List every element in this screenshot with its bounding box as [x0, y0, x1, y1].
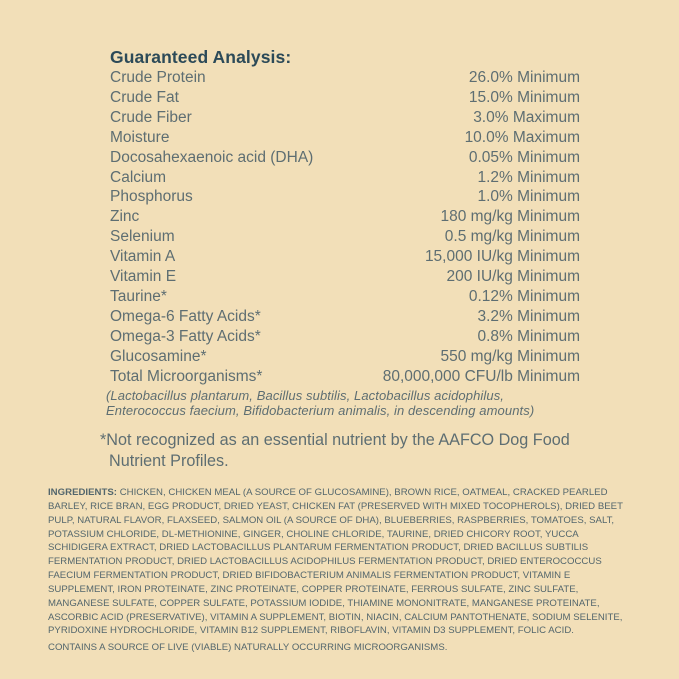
nutrient-row — [110, 267, 580, 287]
nutrient-name: Crude Fiber — [110, 108, 192, 126]
nutrient-name: Calcium — [110, 168, 166, 186]
nutrient-row — [110, 367, 580, 387]
nutrient-value: 1.2% Minimum — [477, 168, 580, 186]
nutrient-name: Crude Fat — [110, 88, 179, 106]
nutrient-row — [110, 168, 580, 188]
nutrient-row — [110, 207, 580, 227]
ingredients-label: INGREDIENTS: — [48, 487, 117, 498]
nutrient-value: 26.0% Minimum — [468, 69, 580, 86]
nutrient-value: 180 mg/kg Minimum — [440, 208, 580, 226]
nutrient-value: 550 mg/kg Minimum — [440, 347, 580, 365]
nutrient-value: 0.8% Minimum — [477, 327, 580, 345]
nutrient-row — [110, 88, 580, 108]
aafco-footnote: *Not recognized as an essential nutrient by the AAFCO Dog Food Nutrient Profiles. — [100, 430, 570, 470]
nutrient-value: 3.2% Minimum — [477, 307, 580, 325]
microorganisms-species-note: (Lactobacillus plantarum, Bacillus subtilis, Lactobacillus acidophilus, Enterococcus faecium, Bifidobacterium animalis, in descending amounts) — [106, 387, 535, 418]
nutrient-name: Taurine* — [110, 287, 167, 305]
nutrient-row — [110, 227, 580, 247]
nutrient-name: Omega-3 Fatty Acids* — [110, 327, 261, 345]
nutrient-value: 10.0% Maximum — [464, 128, 580, 146]
guaranteed-analysis-section — [100, 47, 580, 472]
ingredients-section — [48, 486, 636, 655]
nutrient-row — [110, 287, 580, 307]
nutrient-name: Vitamin A — [110, 248, 176, 266]
nutrient-value: 80,000,000 CFU/lb Minimum — [382, 367, 580, 385]
nutrient-row — [110, 347, 580, 367]
nutrient-name: Phosphorus — [110, 188, 193, 206]
nutrient-name: Selenium — [110, 228, 175, 246]
nutrient-name: Omega-6 Fatty Acids* — [110, 307, 261, 325]
guaranteed-analysis-table — [110, 68, 580, 387]
nutrient-row — [110, 327, 580, 347]
nutrient-row — [110, 307, 580, 327]
nutrient-name: Vitamin E — [110, 268, 177, 286]
nutrient-value: 3.0% Maximum — [473, 108, 580, 126]
nutrient-name: Glucosamine* — [110, 347, 207, 365]
nutrient-value: 15.0% Minimum — [468, 88, 580, 106]
nutrient-row — [110, 187, 580, 207]
nutrient-row — [110, 68, 580, 88]
nutrient-name: Docosahexaenoic acid (DHA) — [110, 148, 314, 166]
nutrient-row — [110, 108, 580, 128]
nutrient-row — [110, 247, 580, 267]
ingredients-paragraph — [48, 486, 636, 638]
ingredients-list: CHICKEN, CHICKEN MEAL (A SOURCE OF GLUCOSAMINE), BROWN RICE, OATMEAL, CRACKED PEARLED BARLEY, RICE BRAN, EGG PRODUCT, DRIED YEAST, CHICKEN FAT (PRESERVED WITH MIXED TOCOPHEROLS), DRIED BEET PULP, NATURAL FLAVOR, FLAXSEED, SALMON OIL (A SOURCE OF DHA), BLUEBERRIES, RASPBERRIES, TOMATOES, SALT, POTASSIUM CHLORIDE, DL-METHIONINE, GINGER, CHOLINE CHLORIDE, TAURINE, DRIED CHICORY ROOT, YUCCA SCHIDIGERA EXTRACT, DRIED LACTOBACILLUS PLANTARUM FERMENTATION PRODUCT, DRIED BACILLUS SUBTILIS FERMENTATION PRODUCT, DRIED LACTOBACILLUS ACIDOPHILUS FERMENTATION PRODUCT, DRIED ENTEROCOCCUS FAECIUM FERMENTATION PRODUCT, DRIED BIFIDOBACTERIUM ANIMALIS FERMENTATION PRODUCT, VITAMIN E SUPPLEMENT, IRON PROTEINATE, ZINC PROTEINATE, COPPER PROTEINATE, FERROUS SULFATE, ZINC SULFATE, MANGANESE SULFATE, COPPER SULFATE, POTASSIUM IODIDE, THIAMINE MONONITRATE, MANGANESE PROTEINATE, ASCORBIC ACID (PRESERVATIVE), VITAMIN A SUPPLEMENT, BIOTIN, NIACIN, CALCIUM PANTOTHENATE, SODIUM SELENITE, PYRIDOXINE HYDROCHLORIDE, VITAMIN B12 SUPPLEMENT, RIBOFLAVIN, VITAMIN D3 SUPPLEMENT, FOLIC ACID. — [48, 487, 623, 637]
nutrient-name: Crude Protein — [110, 69, 206, 86]
nutrient-value: 15,000 IU/kg Minimum — [424, 248, 580, 266]
nutrient-value: 0.12% Minimum — [468, 287, 580, 305]
guaranteed-analysis-heading: Guaranteed Analysis: — [110, 47, 292, 67]
nutrient-value: 0.05% Minimum — [468, 148, 580, 166]
nutrient-row — [110, 128, 580, 148]
nutrient-value: 1.0% Minimum — [477, 188, 580, 206]
contains-microorganisms-note: CONTAINS A SOURCE OF LIVE (VIABLE) NATURALLY OCCURRING MICROORGANISMS. — [48, 642, 448, 654]
nutrient-name: Moisture — [110, 128, 170, 146]
nutrient-row — [110, 148, 580, 168]
nutrient-name: Total Microorganisms* — [110, 367, 263, 385]
nutrient-value: 0.5 mg/kg Minimum — [444, 228, 580, 246]
nutrient-value: 200 IU/kg Minimum — [446, 268, 580, 286]
nutrient-name: Zinc — [110, 208, 140, 226]
